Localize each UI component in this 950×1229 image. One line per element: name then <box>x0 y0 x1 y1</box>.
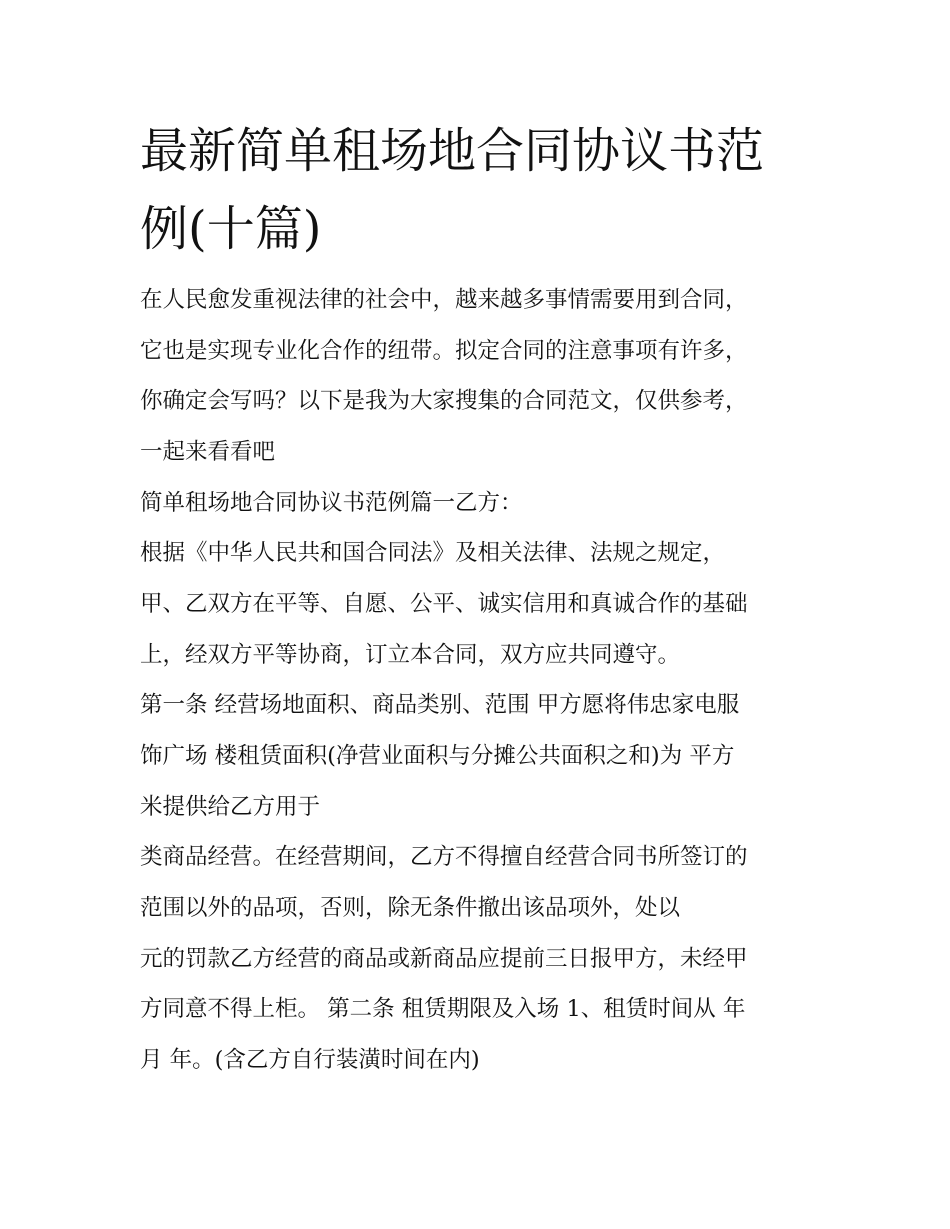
body-line: 你确定会写吗？以下是我为大家搜集的合同范文，仅供参考， <box>140 388 748 414</box>
title-line-2: 例(十篇) <box>140 201 322 257</box>
body-line: 它也是实现专业化合作的纽带。拟定合同的注意事项有许多， <box>140 338 748 364</box>
body-line: 在人民愈发重视法律的社会中，越来越多事情需要用到合同， <box>140 287 748 313</box>
body-line: 一起来看看吧 <box>140 439 276 465</box>
body-line: 方同意不得上柜。 第二条 租赁期限及入场 1、租赁时间从 年 <box>140 996 746 1022</box>
body-line: 范围以外的品项，否则，除无条件撤出该品项外，处以 <box>140 895 681 921</box>
body-line: 元的罚款乙方经营的商品或新商品应提前三日报甲方，未经甲 <box>140 946 748 972</box>
section-heading: 简单租场地合同协议书范例篇一乙方： <box>140 490 523 516</box>
body-line: 第一条 经营场地面积、商品类别、范围 甲方愿将伟忠家电服 <box>140 692 740 718</box>
body-line: 上，经双方平等协商，订立本合同，双方应共同遵守。 <box>140 642 681 668</box>
body-line: 月 年。(含乙方自行装潢时间在内) <box>140 1047 480 1073</box>
body-line: 甲、乙双方在平等、自愿、公平、诚实信用和真诚合作的基础 <box>140 591 748 617</box>
title-line-1: 最新简单租场地合同协议书范 <box>140 123 765 179</box>
body-line: 类商品经营。在经营期间，乙方不得擅自经营合同书所签订的 <box>140 844 748 870</box>
body-line: 米提供给乙方用于 <box>140 794 321 820</box>
body-line: 根据《中华人民共和国合同法》及相关法律、法规之规定， <box>140 540 726 566</box>
document-title <box>140 112 830 268</box>
body-line: 饰广场 楼租赁面积(净营业面积与分摊公共面积之和)为 平方 <box>140 743 735 769</box>
